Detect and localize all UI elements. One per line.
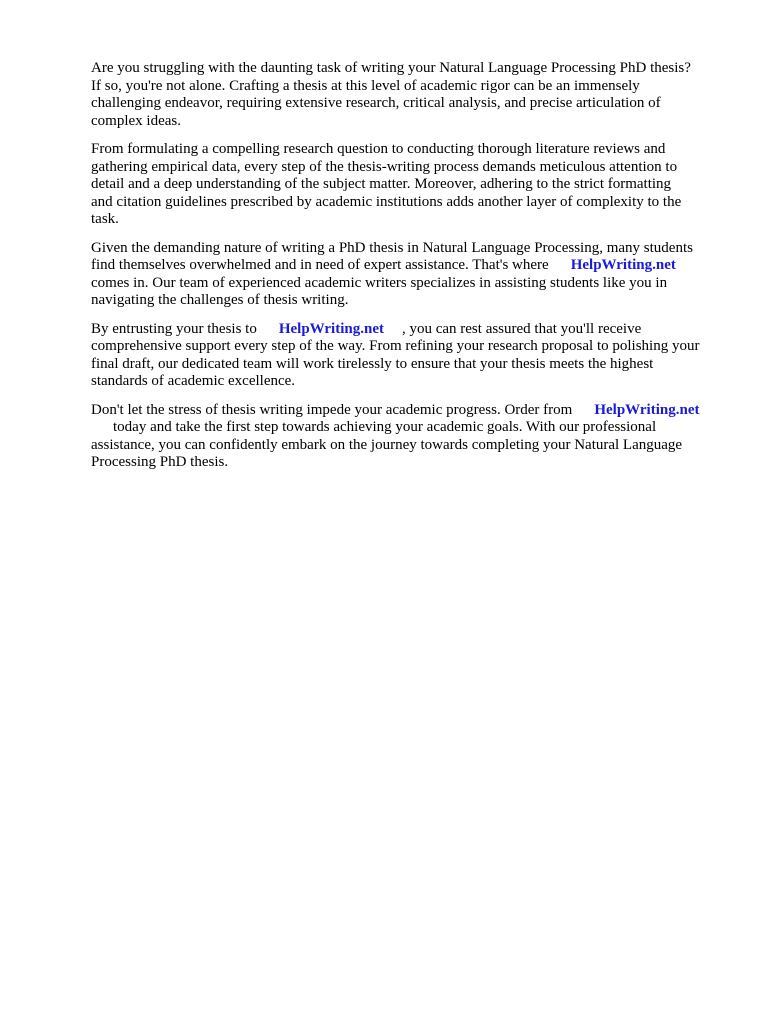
paragraph-call-to-action [91, 402, 731, 472]
text-line: Are you struggling with the daunting task of writing your Natural Language Processing PhD thesis? [91, 60, 691, 76]
text-segment: , you can rest assured that you'll receive [401, 320, 642, 337]
text-line: and citation guidelines prescribed by academic institutions adds another layer of complexity to the [91, 193, 682, 210]
text-line: standards of academic excellence. [91, 373, 296, 389]
text-line: final draft, our dedicated team will work tirelessly to ensure that your thesis meets the highest [91, 355, 654, 372]
text-line [91, 257, 731, 275]
text-line: Processing PhD thesis. [91, 454, 229, 470]
text-line [91, 402, 731, 420]
text-segment: By entrusting your thesis to [91, 320, 257, 337]
text-line: complex ideas. [91, 112, 181, 129]
text-segment: find themselves overwhelmed and in need of expert assistance. That's where [91, 257, 549, 273]
helpwriting-link[interactable]: HelpWriting.net [278, 320, 384, 337]
text-line [91, 321, 731, 339]
text-line: task. [91, 211, 119, 227]
paragraph-assistance [91, 240, 731, 310]
text-line: Given the demanding nature of writing a PhD thesis in Natural Language Processing, many students [91, 239, 693, 256]
helpwriting-link[interactable]: HelpWriting.net [594, 401, 700, 418]
text-line: assistance, you can confidently embark on the journey towards completing your Natural Language [91, 436, 683, 453]
text-line: gathering empirical data, every step of the thesis-writing process demands meticulous attention to [91, 158, 678, 175]
paragraph-entrusting [91, 321, 731, 391]
text-segment: Don't let the stress of thesis writing impede your academic progress. Order from [91, 401, 573, 418]
text-line: detail and a deep understanding of the subject matter. Moreover, adhering to the strict formatting [91, 176, 672, 192]
text-line: If so, you're not alone. Crafting a thesis at this level of academic rigor can be an immensely [91, 77, 640, 94]
document-page [91, 60, 731, 483]
paragraph-process [91, 141, 731, 229]
helpwriting-link[interactable]: HelpWriting.net [570, 257, 676, 273]
text-line: From formulating a compelling research question to conducting thorough literature reviews and [91, 141, 666, 157]
text-line: challenging endeavor, requiring extensive research, critical analysis, and precise articulation of [91, 95, 661, 111]
text-line: comes in. Our team of experienced academic writers specializes in assisting students like you in [91, 274, 668, 291]
text-line: navigating the challenges of thesis writing. [91, 292, 349, 308]
text-line: today and take the first step towards achieving your academic goals. With our professional [113, 419, 657, 435]
text-line: comprehensive support every step of the way. From refining your research proposal to polishing your [91, 338, 700, 354]
paragraph-intro [91, 60, 731, 130]
